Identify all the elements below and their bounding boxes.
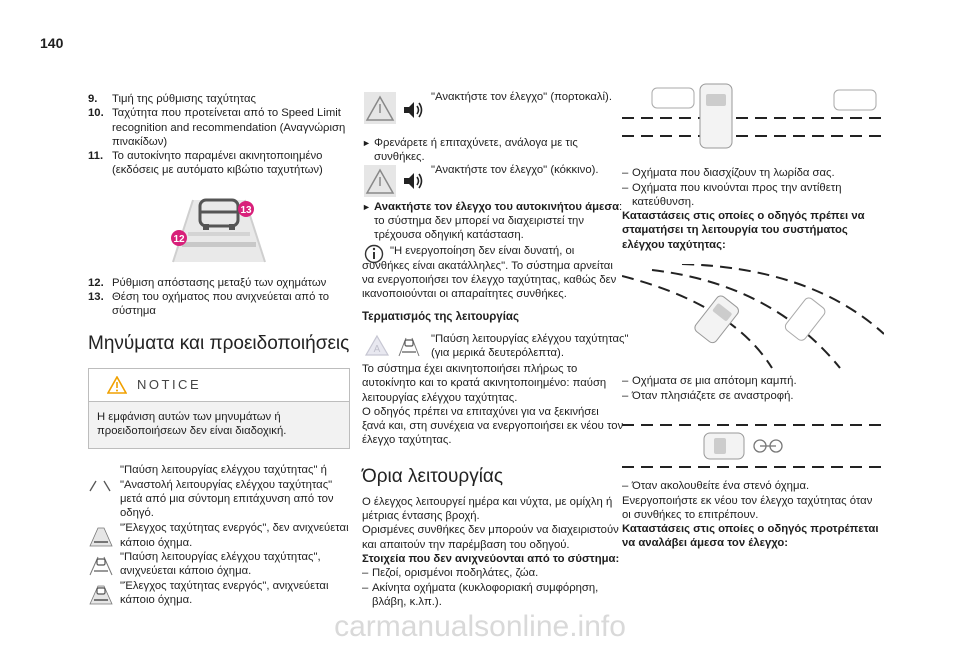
alert-red-block bbox=[362, 165, 624, 199]
road-car-active-icon bbox=[86, 582, 116, 606]
list-item: – Οχήματα που διασχίζουν τη λωρίδα σας. bbox=[622, 167, 835, 180]
sharp-curve-illustration bbox=[622, 264, 884, 370]
message-1: "Παύση λειτουργίας ελέγχου ταχύτητας" ή "Αναστολή λειτουργίας ελέγχου ταχύτητας" μετά από μια σύντομη επιτάχυνση από τον οδηγό. bbox=[120, 464, 334, 520]
notice-label: NOTICE bbox=[137, 376, 202, 392]
alert-orange-block bbox=[362, 92, 624, 136]
list-item: – Όταν ακολουθείτε ένα στενό όχημα. bbox=[622, 480, 810, 493]
notice-box bbox=[88, 368, 350, 450]
take-over-situations-title: Καταστάσεις στις οποίες ο οδηγός προτρέπεται να αναλάβει άμεσα τον έλεγχο: bbox=[622, 523, 879, 550]
list-2 bbox=[622, 374, 884, 403]
list-item: 12. Ρύθμιση απόστασης μεταξύ των οχημάτων bbox=[88, 276, 327, 289]
limits-title: Όρια λειτουργίας bbox=[362, 465, 504, 487]
take-control-instruction: ► Ανακτήστε τον έλεγχο του αυτοκινήτου άμεσα: το σύστημα δεν μπορεί να διαχειριστεί την τρέχουσα οδηγική κατάσταση. bbox=[362, 200, 623, 242]
list-3 bbox=[622, 479, 884, 493]
list-item: – Ακίνητα οχήματα (κυκλοφοριακή συμφόρηση, βλάβη, κ.λπ.). bbox=[362, 581, 599, 608]
car-following-icon bbox=[88, 192, 350, 270]
reactivate-text: Ενεργοποιήστε εκ νέου τον έλεγχο ταχύτητας όταν οι συνθήκες το επιτρέπουν. bbox=[622, 494, 873, 521]
svg-text:A: A bbox=[373, 343, 381, 355]
road-icon bbox=[86, 524, 116, 548]
acc-display-figure bbox=[88, 192, 350, 270]
column-3 bbox=[622, 80, 884, 551]
message-4: "Έλεγχος ταχύτητας ενεργός", ανιχνεύεται κάποιο όχημα. bbox=[120, 579, 329, 606]
callout-13-label: 13 bbox=[240, 204, 252, 216]
notice-text: Η εμφάνιση αυτών των μηνυμάτων ή προειδοποιήσεων δεν είναι διαδοχική. bbox=[97, 410, 287, 437]
brake-instruction: ► Φρενάρετε ή επιταχύνετε, ανάλογα με τις συνθήκες. bbox=[362, 137, 578, 164]
termination-title: Τερματισμός της λειτουργίας bbox=[362, 310, 519, 323]
info-text: "Η ενεργοποίηση δεν είναι δυνατή, οι συνθήκες είναι ακατάλληλες". Το σύστημα αρνείται να ενεργοποιήσει τον έλεγχο ταχύτητας, καθώς δεν ικανοποιούνται οι απαραίτητες συνθήκες. bbox=[362, 245, 617, 301]
message-block bbox=[88, 463, 350, 520]
road-car-icon bbox=[86, 553, 116, 577]
red-road-icon bbox=[364, 165, 396, 197]
message-block bbox=[88, 550, 350, 579]
list-item: – Όταν πλησιάζετε σε αναστροφή. bbox=[622, 389, 794, 402]
column-2 bbox=[362, 91, 629, 609]
list-item: 10. Ταχύτητα που προτείνεται από το Speed Limit recognition and recommendation (Αναγνώριση πινακίδων) bbox=[88, 107, 346, 148]
stop-situations-title: Καταστάσεις στις οποίες ο οδηγός πρέπει να σταματήσει τη λειτουργία του συστήματος ελέγχου ταχύτητας: bbox=[622, 210, 865, 251]
numbered-list-a bbox=[88, 92, 350, 178]
warning-triangle-icon bbox=[107, 376, 127, 394]
speaker-sound-icon bbox=[402, 99, 424, 121]
list-item: – Οχήματα σε μια απότομη καμπή. bbox=[622, 375, 797, 388]
section-title: Μηνύματα και προειδοποιήσεις bbox=[88, 332, 350, 354]
column-1 bbox=[88, 92, 350, 607]
alert-orange-text: "Ανακτήστε τον έλεγχο" (πορτοκαλί). bbox=[431, 91, 612, 103]
narrow-vehicle-illustration bbox=[622, 419, 884, 475]
faded-warning-icon bbox=[364, 334, 390, 358]
notice-header bbox=[89, 369, 349, 402]
lane-lines-icon bbox=[86, 475, 114, 493]
info-icon bbox=[364, 244, 384, 264]
road-car-icon bbox=[396, 334, 422, 358]
list-1 bbox=[622, 166, 884, 209]
watermark: carmanualsonline.info bbox=[334, 610, 626, 643]
page-number: 140 bbox=[40, 35, 64, 51]
alert-red-text: "Ανακτήστε τον έλεγχο" (κόκκινο). bbox=[431, 163, 599, 176]
orange-road-icon bbox=[364, 92, 396, 124]
numbered-list-b bbox=[88, 276, 350, 319]
message-block bbox=[88, 521, 350, 550]
list-item: – Πεζοί, ορισμένοι ποδηλάτες, ζώα. bbox=[362, 567, 539, 580]
crossing-vehicle-illustration bbox=[622, 80, 884, 156]
list-item: 11. Το αυτοκίνητο παραμένει ακινητοποιημένο (εκδόσεις με αυτόματο κιβώτιο ταχυτήτων) bbox=[88, 150, 323, 177]
arrow-bullet-icon: ► bbox=[362, 138, 371, 148]
info-block bbox=[362, 244, 624, 301]
message-2: "Έλεγχος ταχύτητας ενεργός", δεν ανιχνεύεται κάποιο όχημα. bbox=[120, 522, 349, 549]
pause-text: "Παύση λειτουργίας ελέγχου ταχύτητας" (για μερικά δευτερόλεπτα). bbox=[431, 332, 629, 360]
callout-12-label: 12 bbox=[173, 233, 185, 245]
list-item: 9. Τιμή της ρύθμισης ταχύτητας bbox=[88, 93, 256, 105]
message-3: "Παύση λειτουργίας ελέγχου ταχύτητας", ανιχνεύεται κάποιο όχημα. bbox=[120, 551, 321, 578]
message-block bbox=[88, 579, 350, 608]
arrow-bullet-icon: ► bbox=[362, 201, 371, 212]
list-item: – Οχήματα που κινούνται προς την αντίθετη κατεύθυνση. bbox=[622, 181, 842, 208]
termination-text: Το σύστημα έχει ακινητοποιήσει πλήρως το αυτοκίνητο και το κρατά ακινητοποιημένο: παύση λειτουργίας ελέγχου ταχύτητας. Ο οδηγός πρέπει να επιταχύνει για να ξεκινήσει ξανά και, στη συνέχεια να ενεργοποιήσει εκ νέου τον έλεγχο ταχύτητας. bbox=[362, 362, 624, 447]
speaker-sound-icon bbox=[402, 170, 424, 192]
limits-text: Ο έλεγχος λειτουργεί ημέρα και νύχτα, με ομίχλη ή μέτριας έντασης βροχή. Ορισμένες συνθήκες δεν μπορούν να διαχειριστούν και απαιτούν την παρέμβαση του οδηγού. bbox=[362, 495, 619, 551]
not-detected-title: Στοιχεία που δεν ανιχνεύονται από το σύστημα: bbox=[362, 552, 620, 565]
pause-block bbox=[362, 332, 629, 362]
list-item: 13. Θέση του οχήματος που ανιχνεύεται από το σύστημα bbox=[88, 291, 330, 318]
